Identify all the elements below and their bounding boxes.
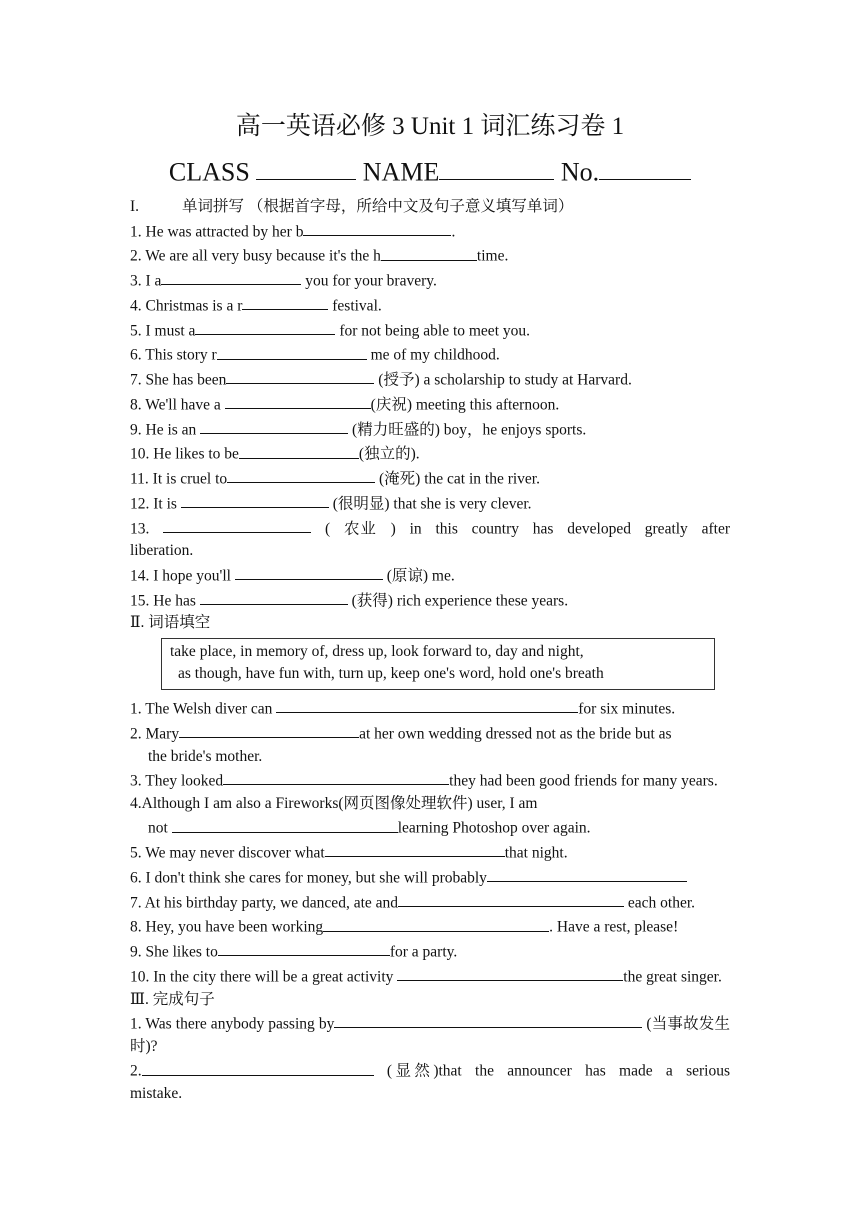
question-item: 8. We'll have a (庆祝) meeting this afternoon. (130, 392, 730, 417)
class-blank[interactable] (256, 152, 356, 180)
answer-blank[interactable] (398, 890, 624, 907)
question-item: 1. The Welsh diver can for six minutes. (130, 696, 730, 721)
answer-blank[interactable] (334, 1011, 642, 1028)
question-item: 4. Christmas is a r festival. (130, 293, 730, 318)
question-item: 9. He is an (精力旺盛的) boy，he enjoys sports. (130, 417, 730, 442)
number-label: No. (560, 157, 600, 187)
answer-blank[interactable] (487, 865, 687, 882)
page-title: 高一英语必修 3 Unit 1 词汇练习卷 1 (235, 113, 625, 140)
answer-blank[interactable] (325, 840, 505, 857)
answer-blank[interactable] (226, 367, 374, 384)
question-item: 4.Although I am also a Fireworks(网页图像处理软件) user, I am (130, 794, 538, 812)
section-3-heading (130, 989, 730, 1012)
class-label: CLASS (168, 157, 250, 187)
answer-blank[interactable] (172, 815, 398, 832)
answer-blank[interactable] (235, 563, 383, 580)
section-1-heading (130, 196, 730, 219)
answer-blank[interactable] (303, 219, 451, 236)
question-item: 5. We may never discover what that night. (130, 840, 730, 865)
answer-blank[interactable] (323, 914, 549, 931)
question-item: 3. I a you for your bravery. (130, 268, 730, 293)
answer-blank[interactable] (397, 964, 623, 981)
question-item: 13. ( 农业 ) in this country has developed greatly after liberation. (130, 516, 730, 563)
question-item: 8. Hey, you have been working . Have a rest, please! (130, 914, 730, 939)
question-item: 9. She likes to for a party. (130, 939, 730, 964)
question-item: 1. Was there anybody passing by (当事故发生时)? (130, 1011, 730, 1058)
section-2-number: Ⅱ. (130, 614, 145, 632)
section-1-number: I. (130, 198, 140, 215)
answer-blank[interactable] (381, 243, 477, 260)
word-bank-box (161, 638, 715, 690)
question-item: 10. He likes to be (独立的). (130, 441, 730, 466)
student-info-line (0, 152, 860, 191)
section-2-title: 词语填空 (148, 614, 211, 632)
answer-blank[interactable] (217, 342, 367, 359)
section-2-heading (130, 612, 730, 635)
question-item: 7. At his birthday party, we danced, ate and each other. (130, 890, 730, 915)
word-bank-line-2: as though, have fun with, turn up, keep one's word, hold one's breath (178, 665, 604, 683)
question-item: 6. I don't think she cares for money, but she will probably (130, 865, 730, 890)
question-item: 14. I hope you'll (原谅) me. (130, 563, 730, 588)
answer-blank[interactable] (142, 1058, 374, 1075)
answer-blank[interactable] (242, 293, 328, 310)
question-item: 15. He has (获得) rich experience these years. (130, 588, 730, 613)
answer-blank[interactable] (225, 392, 371, 409)
question-item: 2. (显然)that the announcer has made a serious mistake. (130, 1058, 730, 1105)
section-3-title: 完成句子 (152, 990, 215, 1008)
answer-blank[interactable] (239, 441, 359, 458)
question-item: 2. We are all very busy because it's the h time. (130, 243, 730, 268)
section-1-title: 单词拼写 （根据首字母，所给中文及句子意义填写单词） (182, 198, 574, 215)
question-item: 5. I must a for not being able to meet you. (130, 318, 730, 343)
question-item: 10. In the city there will be a great activity the great singer. (130, 964, 730, 989)
question-item: 12. It is (很明显) that she is very clever. (130, 491, 730, 516)
answer-blank[interactable] (181, 491, 329, 508)
number-blank[interactable] (599, 152, 691, 180)
question-item: 11. It is cruel to (淹死) the cat in the river. (130, 466, 730, 491)
question-item-continued: the bride's mother. (148, 747, 263, 765)
answer-blank[interactable] (218, 939, 390, 956)
question-item: 7. She has been (授予) a scholarship to study at Harvard. (130, 367, 730, 392)
answer-blank[interactable] (200, 417, 348, 434)
section-3-number: Ⅲ. (130, 990, 149, 1008)
answer-blank[interactable] (179, 721, 359, 738)
name-blank[interactable] (439, 152, 554, 180)
worksheet-content (130, 196, 730, 1106)
answer-blank[interactable] (195, 318, 335, 335)
question-item: 6. This story r me of my childhood. (130, 342, 730, 367)
word-bank-line-1: take place, in memory of, dress up, look forward to, day and night, (170, 642, 584, 660)
name-label: NAME (362, 157, 440, 187)
question-item: 2. Mary at her own wedding dressed not as the bride but as (130, 721, 730, 746)
answer-blank[interactable] (163, 516, 311, 533)
answer-blank[interactable] (161, 268, 301, 285)
answer-blank[interactable] (227, 466, 375, 483)
answer-blank[interactable] (200, 588, 348, 605)
answer-blank[interactable] (223, 768, 449, 785)
question-item: 3. They looked they had been good friends for many years. (130, 768, 730, 793)
question-item-continued: not learning Photoshop over again. (130, 815, 730, 840)
question-item: 1. He was attracted by her b . (130, 219, 730, 244)
answer-blank[interactable] (276, 696, 578, 713)
